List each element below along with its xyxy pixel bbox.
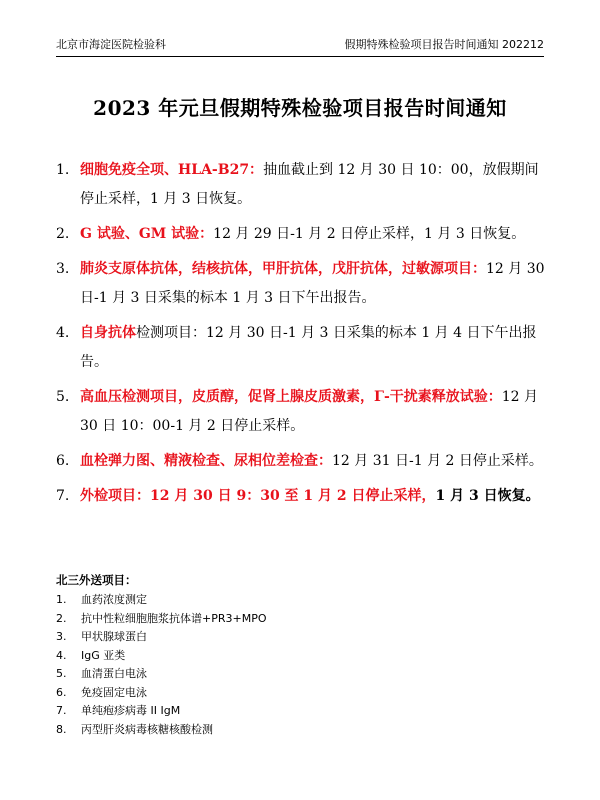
- outsource-item: [56, 610, 546, 629]
- item-number: 3.: [56, 261, 70, 277]
- item-number: 5.: [56, 389, 70, 405]
- item-highlight: 高血压检测项目，皮质醇，促肾上腺皮质激素，Γ-干扰素释放试验：: [80, 389, 502, 405]
- outsource-item-label: IgG 亚类: [81, 648, 126, 662]
- notice-items-list: [56, 156, 546, 517]
- item-highlight: G 试验、GM 试验：: [80, 226, 214, 242]
- page-header: [56, 36, 544, 57]
- item-text: 12 月 31 日-1 月 2 日停止采样。: [332, 453, 543, 469]
- outsource-item-number: 3.: [56, 630, 67, 643]
- notice-item: [56, 447, 546, 476]
- notice-item: [56, 482, 546, 511]
- outsource-item: [56, 702, 546, 721]
- notice-item: [56, 255, 546, 313]
- outsource-item-number: 6.: [56, 685, 67, 699]
- item-number: 4.: [56, 325, 70, 341]
- notice-item: [56, 383, 546, 441]
- outsource-item-number: 4.: [56, 648, 67, 662]
- outsource-item-label: 甲状腺球蛋白: [81, 630, 147, 643]
- item-highlight: 肺炎支原体抗体，结核抗体，甲肝抗体，戊肝抗体，过敏源项目：: [80, 261, 486, 277]
- outsource-item-number: 1.: [56, 593, 67, 606]
- header-department: 北京市海淀医院检验科: [56, 38, 166, 51]
- outsource-list: [56, 591, 546, 739]
- outsource-item-label: 抗中性粒细胞胞浆抗体谱+PR3+MPO: [81, 611, 267, 625]
- outsource-item-number: 7.: [56, 704, 67, 717]
- notice-item: [56, 156, 546, 214]
- outsource-item-number: 8.: [56, 722, 67, 736]
- outsource-section: [56, 571, 546, 739]
- item-text: 检测项目：12 月 30 日-1 月 3 日采集的标本 1 月 4 日下午出报告。: [80, 325, 537, 370]
- item-highlight: 血栓弹力图、精液检查、尿相位差检查：: [80, 453, 332, 469]
- outsource-item-number: 2.: [56, 611, 67, 625]
- outsource-item: [56, 591, 546, 610]
- item-highlight: 自身抗体: [80, 325, 136, 341]
- item-text: 1 月 3 日恢复。: [435, 488, 540, 504]
- item-number: 1.: [56, 162, 70, 178]
- document-title: 2023 年元旦假期特殊检验项目报告时间通知: [93, 96, 507, 120]
- item-text: 抽血截止到 12 月 30 日 10：00，放假期间停止采样，1 月 3 日恢复。: [80, 162, 539, 207]
- outsource-item-number: 5.: [56, 667, 67, 680]
- notice-item: [56, 220, 546, 249]
- outsource-item-label: 免疫固定电泳: [81, 685, 147, 699]
- outsource-item-label: 血药浓度测定: [81, 593, 147, 606]
- outsource-item-label: 丙型肝炎病毒核糖核酸检测: [81, 722, 213, 736]
- outsource-title: 北三外送项目：: [56, 573, 137, 587]
- notice-item: [56, 319, 546, 377]
- item-text: 12 月 30 日 10：00-1 月 2 日停止采样。: [80, 389, 539, 434]
- item-highlight: 细胞免疫全项、HLA-B27：: [80, 162, 264, 178]
- item-number: 2.: [56, 226, 70, 242]
- outsource-item: [56, 628, 546, 647]
- outsource-item: [56, 684, 546, 703]
- item-text: 12 月 29 日-1 月 2 日停止采样，1 月 3 日恢复。: [213, 226, 526, 242]
- header-document-title: 假期特殊检验项目报告时间通知 202212: [344, 38, 544, 51]
- item-highlight: 外检项目：12 月 30 日 9：30 至 1 月 2 日停止采样，: [80, 488, 436, 504]
- item-number: 7.: [56, 488, 70, 504]
- outsource-item: [56, 665, 546, 684]
- item-text: 12 月 30 日-1 月 3 日采集的标本 1 月 3 日下午出报告。: [80, 261, 545, 306]
- outsource-item-label: 血清蛋白电泳: [81, 667, 147, 680]
- item-number: 6.: [56, 453, 70, 469]
- outsource-item: [56, 647, 546, 666]
- outsource-item-label: 单纯疱疹病毒 II IgM: [81, 704, 181, 717]
- outsource-item: [56, 721, 546, 740]
